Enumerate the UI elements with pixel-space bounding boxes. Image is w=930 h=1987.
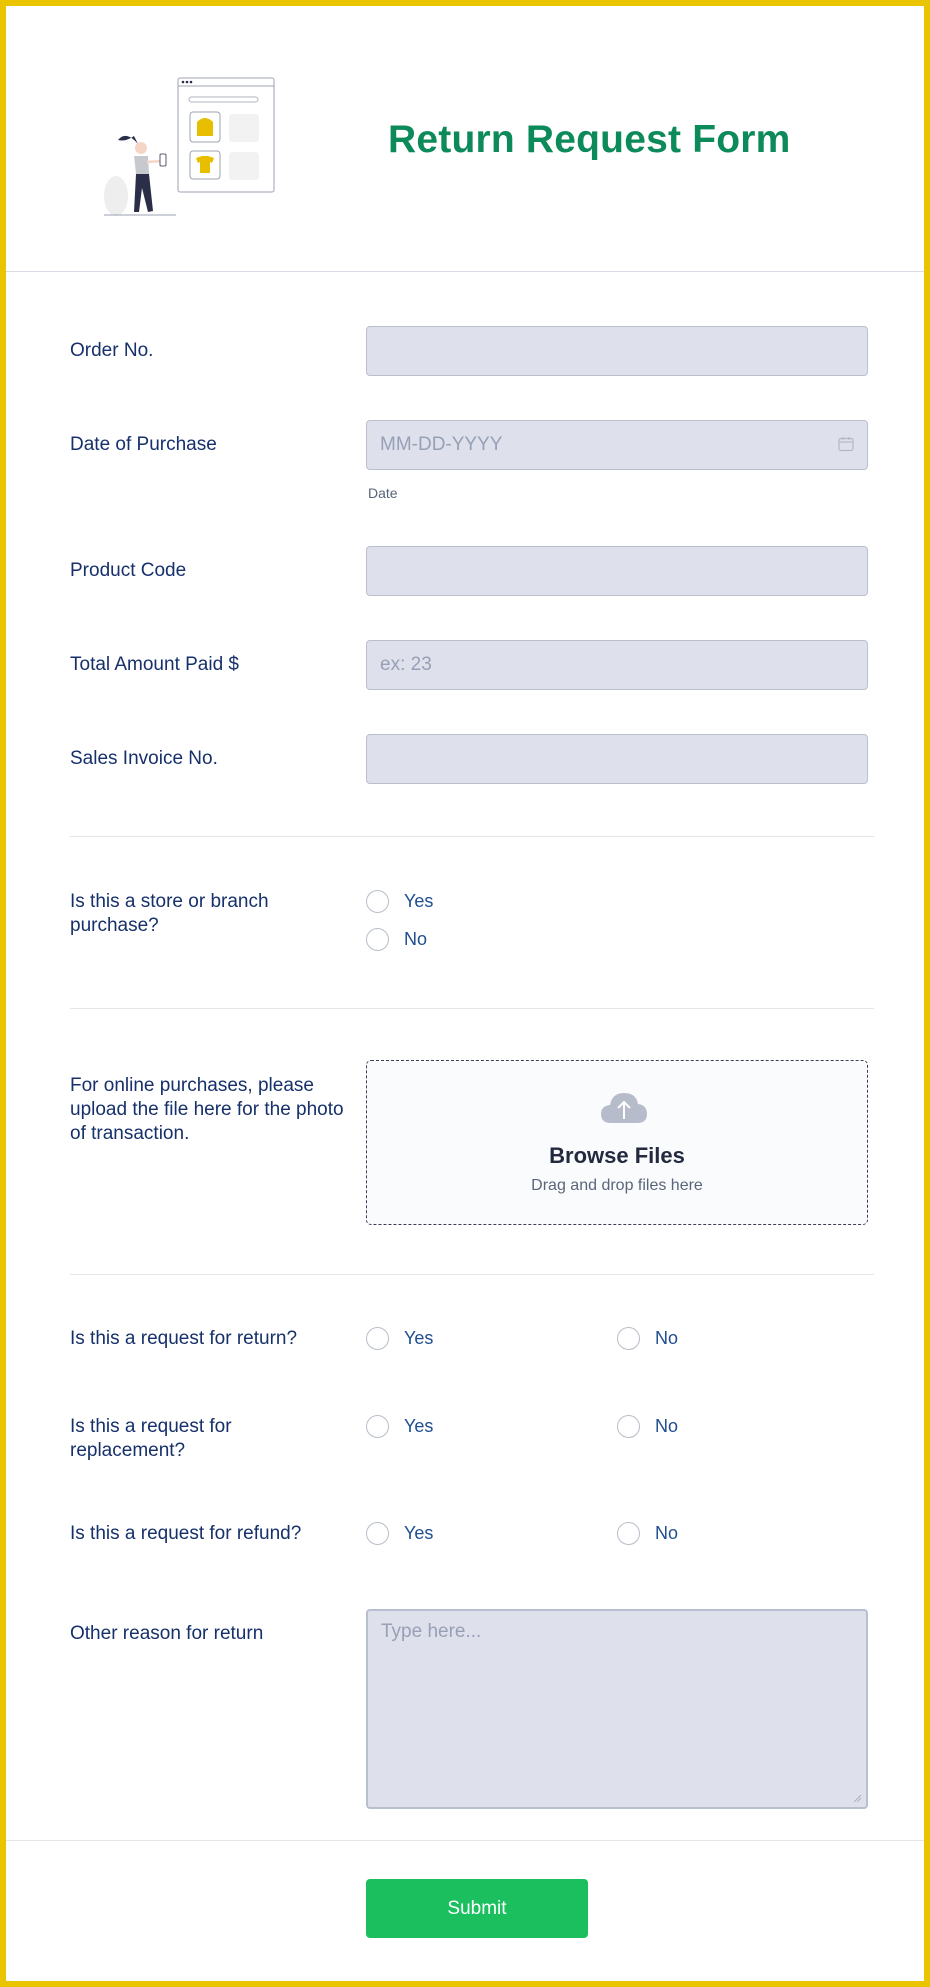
section-divider [70, 836, 874, 837]
radio-circle-icon[interactable] [366, 1522, 389, 1545]
refund-yes-radio[interactable] [366, 1522, 433, 1545]
return-yes-radio[interactable] [366, 1327, 433, 1350]
radio-label: Yes [404, 1523, 434, 1543]
date-sublabel: Date [368, 485, 398, 501]
refund-question: Is this a request for refund? [70, 1523, 302, 1544]
radio-label: No [655, 1328, 679, 1348]
return-question: Is this a request for return? [70, 1328, 298, 1349]
section-divider [70, 1274, 874, 1275]
store-purchase-question: Is this a store or branch purchase? [70, 891, 269, 936]
total-amount-label: Total Amount Paid $ [70, 654, 239, 675]
page-title: Return Request Form [388, 118, 791, 161]
radio-label: No [655, 1416, 679, 1436]
online-shopping-illustration [96, 70, 286, 220]
product-code-label: Product Code [70, 560, 187, 581]
other-reason-placeholder: Type here... [381, 1621, 482, 1642]
radio-label: No [655, 1523, 679, 1543]
resize-grip-icon[interactable] [852, 1793, 862, 1803]
order-no-label: Order No. [70, 340, 154, 361]
radio-circle-icon[interactable] [366, 928, 389, 951]
return-no-radio[interactable] [617, 1327, 678, 1350]
date-of-purchase-input[interactable] [366, 420, 868, 470]
store-purchase-yes-radio[interactable] [366, 890, 433, 913]
radio-label: Yes [404, 891, 434, 911]
order-no-input[interactable] [366, 326, 868, 376]
total-amount-input[interactable] [366, 640, 868, 690]
radio-circle-icon[interactable] [617, 1522, 640, 1545]
sales-invoice-label: Sales Invoice No. [70, 748, 218, 769]
submit-button[interactable]: Submit [366, 1879, 588, 1938]
footer-divider [6, 1840, 924, 1841]
sales-invoice-input[interactable] [366, 734, 868, 784]
file-dropzone[interactable] [366, 1060, 868, 1225]
cloud-upload-icon [599, 1089, 649, 1125]
other-reason-textarea[interactable] [366, 1609, 868, 1809]
radio-circle-icon[interactable] [366, 890, 389, 913]
total-amount-placeholder: ex: 23 [380, 654, 432, 675]
replacement-question: Is this a request for replacement? [70, 1416, 232, 1461]
section-divider [70, 1008, 874, 1009]
calendar-icon[interactable] [837, 435, 855, 453]
date-of-purchase-label: Date of Purchase [70, 434, 217, 455]
browse-files-button[interactable]: Browse Files [549, 1143, 685, 1168]
form-header [6, 6, 924, 272]
product-code-input[interactable] [366, 546, 868, 596]
upload-label: For online purchases, please upload the file here for the photo of transaction. [70, 1075, 344, 1144]
radio-circle-icon[interactable] [366, 1415, 389, 1438]
replacement-yes-radio[interactable] [366, 1415, 433, 1438]
radio-circle-icon[interactable] [617, 1327, 640, 1350]
radio-circle-icon[interactable] [617, 1415, 640, 1438]
date-placeholder: MM-DD-YYYY [380, 434, 503, 455]
replacement-no-radio[interactable] [617, 1415, 678, 1438]
refund-no-radio[interactable] [617, 1522, 678, 1545]
radio-circle-icon[interactable] [366, 1327, 389, 1350]
radio-label: Yes [404, 1416, 434, 1436]
radio-label: No [404, 929, 428, 949]
store-purchase-no-radio[interactable] [366, 928, 427, 951]
other-reason-label: Other reason for return [70, 1623, 264, 1644]
drag-drop-hint: Drag and drop files here [531, 1177, 703, 1194]
radio-label: Yes [404, 1328, 434, 1348]
